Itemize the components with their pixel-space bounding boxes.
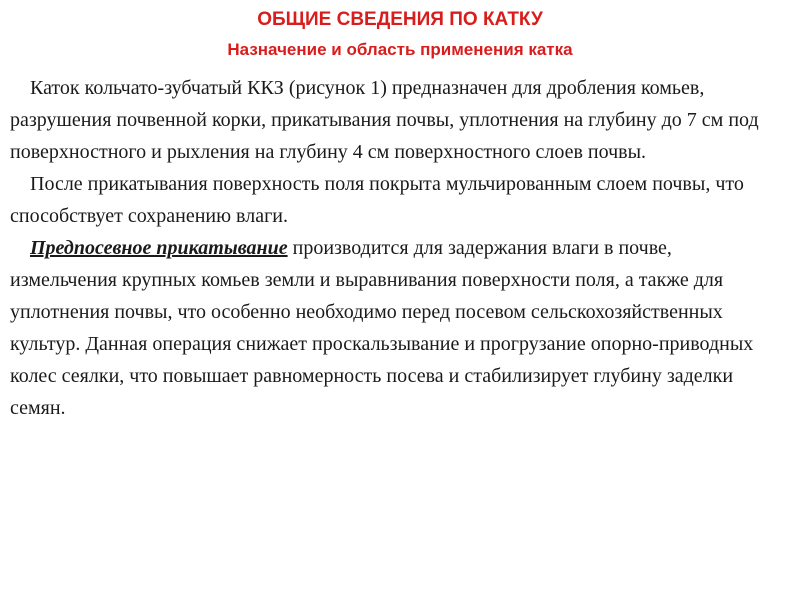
paragraph-presowing xyxy=(10,232,780,424)
term-presowing-rolling: Предпосевное прикатывание xyxy=(30,237,288,259)
page-title: ОБЩИЕ СВЕДЕНИЯ ПО КАТКУ xyxy=(257,9,543,30)
body-text xyxy=(10,72,780,424)
page-subtitle: Назначение и область применения катка xyxy=(227,40,573,59)
paragraph-presowing-text: производится для задержания влаги в почве, измельчения крупных комьев земли и выравнивания поверхности поля, а также для уплотнения почвы, что особенно необходимо перед посевом сельскохозяйственных культур. Данная операция снижает проскальзывание и прогрузание опорно-приводных колес сеялки, что повышает равномерность посева и стабилизирует глубину заделки семян. xyxy=(10,237,754,419)
paragraph-mulch: После прикатывания поверхность поля покрыта мульчированным слоем почвы, что способствует сохранению влаги. xyxy=(10,173,744,227)
paragraph-purpose: Каток кольчато-зубчатый ККЗ (рисунок 1) предназначен для дробления комьев, разрушения почвенной корки, прикатывания почвы, уплотнения на глубину до 7 см под поверхностного и рыхления на глубину 4 см поверхностного слоев почвы. xyxy=(10,77,759,163)
